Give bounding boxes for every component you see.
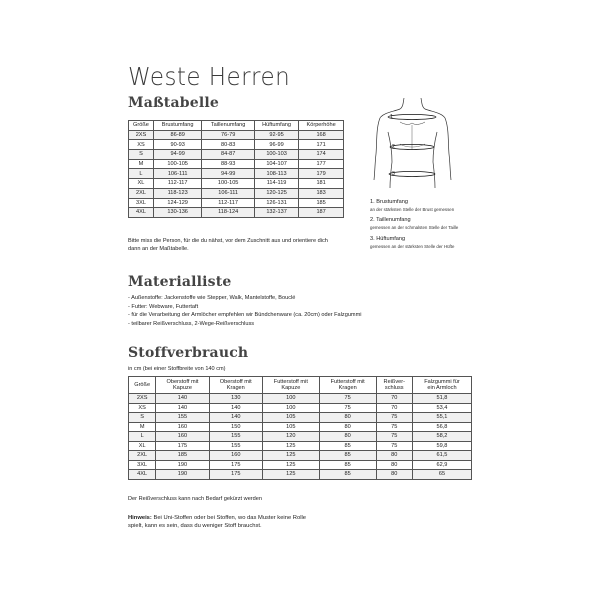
table-cell: 100 bbox=[262, 394, 319, 404]
column-header: Brustumfang bbox=[153, 121, 201, 131]
column-header-line: Reißver- bbox=[383, 378, 405, 385]
column-header bbox=[209, 377, 262, 394]
column-header-line: Kapuze bbox=[281, 385, 301, 391]
column-header: Taillenumfang bbox=[202, 121, 255, 131]
column-header-line: Oberstoff mit bbox=[166, 378, 199, 385]
table-cell: 2XS bbox=[129, 394, 156, 404]
table-cell: 160 bbox=[156, 432, 209, 442]
table-row bbox=[129, 159, 344, 169]
table-cell: 80 bbox=[376, 460, 412, 470]
size-note-line-1: Bitte miss die Person, für die du nähst, vor dem Zuschnitt aus und orientiere dich bbox=[128, 238, 328, 244]
size-note-line-2: dann an der Maßtabelle. bbox=[128, 246, 189, 253]
table-cell: 58,2 bbox=[412, 432, 471, 442]
table-cell: 70 bbox=[376, 394, 412, 404]
table-cell: 155 bbox=[209, 432, 262, 442]
table-cell: 104-107 bbox=[254, 159, 298, 169]
column-header: Hüftumfang bbox=[254, 121, 298, 131]
table-cell: 125 bbox=[262, 460, 319, 470]
column-header bbox=[156, 377, 209, 394]
table-cell: L bbox=[129, 169, 154, 179]
materials-heading: Materialliste bbox=[128, 274, 232, 290]
column-header: Größe bbox=[129, 121, 154, 131]
column-header-line: schluss bbox=[384, 385, 404, 391]
column-header: Körperhöhe bbox=[299, 121, 344, 131]
table-cell: 80 bbox=[376, 470, 412, 480]
table-cell: 94-99 bbox=[202, 169, 255, 179]
table-cell: 124-129 bbox=[153, 198, 201, 208]
table-cell: 76-79 bbox=[202, 130, 255, 140]
table-cell: 80 bbox=[319, 432, 376, 442]
table-cell: 190 bbox=[156, 470, 209, 480]
table-cell: 155 bbox=[209, 441, 262, 451]
table-cell: 108-113 bbox=[254, 169, 298, 179]
table-cell: 140 bbox=[156, 403, 209, 413]
column-header-line: Futterstoff mit bbox=[273, 378, 308, 385]
table-cell: 51,8 bbox=[412, 394, 471, 404]
column-header-line: Größe bbox=[134, 381, 151, 388]
material-item: - Außenstoffe: Jackenstoffe wie Stepper, Walk, Mantelstoffe, Bouclé bbox=[128, 295, 296, 301]
table-cell: 120 bbox=[262, 432, 319, 442]
hint-line-2: spielt, kann es sein, dass du weniger Stoff brauchst. bbox=[128, 523, 262, 530]
table-cell: 75 bbox=[376, 413, 412, 423]
table-row bbox=[129, 441, 472, 451]
table-cell: 61,5 bbox=[412, 451, 471, 461]
column-header-line: Falzgummi für bbox=[424, 378, 460, 385]
torso-outline bbox=[374, 98, 404, 180]
table-cell: 4XL bbox=[129, 208, 154, 218]
table-cell: 88-93 bbox=[202, 159, 255, 169]
table-cell: 125 bbox=[262, 441, 319, 451]
table-cell: 106-111 bbox=[202, 188, 255, 198]
table-cell: 183 bbox=[299, 188, 344, 198]
table-row bbox=[129, 470, 472, 480]
legend-sub: an der stärksten Stelle der Brust gemessen bbox=[370, 206, 455, 212]
material-item: - für die Verarbeitung der Armlöcher empfehlen wir Bündchenware (ca. 20cm) oder Falzgummi bbox=[128, 312, 362, 319]
table-cell: 150 bbox=[209, 422, 262, 432]
column-header bbox=[412, 377, 471, 394]
table-row bbox=[129, 130, 344, 140]
table-cell: 90-93 bbox=[153, 140, 201, 150]
table-cell: 187 bbox=[299, 208, 344, 218]
column-header-line: Kragen bbox=[226, 385, 245, 391]
column-header bbox=[376, 377, 412, 394]
hint-line-1: Bei Uni-Stoffen oder bei Stoffen, wo das Muster keine Rolle bbox=[153, 515, 306, 521]
marker-2: 2 bbox=[392, 144, 395, 150]
table-cell: 130 bbox=[209, 394, 262, 404]
table-cell: 2XS bbox=[129, 130, 154, 140]
table-cell: 181 bbox=[299, 179, 344, 189]
table-cell: 132-137 bbox=[254, 208, 298, 218]
table-row bbox=[129, 150, 344, 160]
table-cell: 75 bbox=[376, 441, 412, 451]
column-header-line: ein Armloch bbox=[427, 385, 457, 391]
table-cell: S bbox=[129, 150, 154, 160]
table-cell: 106-111 bbox=[153, 169, 201, 179]
table-row bbox=[129, 413, 472, 423]
table-cell: 56,8 bbox=[412, 422, 471, 432]
table-cell: XS bbox=[129, 140, 154, 150]
column-header-line: Kapuze bbox=[172, 385, 192, 391]
table-row bbox=[129, 198, 344, 208]
column-header-line: Futterstoff mit bbox=[330, 378, 365, 385]
chest-line bbox=[388, 115, 436, 120]
fabric-table-header bbox=[129, 377, 472, 394]
table-cell: 80 bbox=[376, 451, 412, 461]
fabric-note: Der Reißverschluss kann nach Bedarf gekürzt werden bbox=[128, 496, 263, 502]
table-cell: 177 bbox=[299, 159, 344, 169]
table-cell: 155 bbox=[156, 413, 209, 423]
column-header-line: Kragen bbox=[338, 385, 357, 391]
table-cell: 59,8 bbox=[412, 441, 471, 451]
table-cell: 80 bbox=[319, 413, 376, 423]
fabric-subheading: in cm (bei einer Stoffbreite von 140 cm) bbox=[128, 366, 226, 372]
table-cell: 175 bbox=[209, 460, 262, 470]
table-row bbox=[129, 432, 472, 442]
materials-list bbox=[128, 294, 362, 329]
table-cell: 80 bbox=[319, 422, 376, 432]
legend-item bbox=[370, 217, 458, 230]
page-title: Weste Herren bbox=[128, 62, 291, 91]
fabric-heading: Stoffverbrauch bbox=[128, 345, 249, 361]
table-cell: 53,4 bbox=[412, 403, 471, 413]
material-item: - Futter: Webware, Futtertaft bbox=[128, 303, 199, 310]
table-cell: 85 bbox=[319, 451, 376, 461]
body-measurement-figure bbox=[370, 92, 455, 192]
table-cell: 4XL bbox=[129, 470, 156, 480]
column-header bbox=[262, 377, 319, 394]
legend-sub: gemessen an der schmalsten Stelle der Taille bbox=[370, 225, 459, 231]
table-cell: 2XL bbox=[129, 451, 156, 461]
table-cell: 112-117 bbox=[153, 179, 201, 189]
table-cell: 174 bbox=[299, 150, 344, 160]
table-cell: 168 bbox=[299, 130, 344, 140]
table-cell: 96-99 bbox=[254, 140, 298, 150]
marker-1: 1 bbox=[390, 114, 393, 120]
table-cell: 85 bbox=[319, 470, 376, 480]
material-item: - teilbarer Reißverschluss, 2-Wege-Reißverschluss bbox=[128, 320, 255, 327]
table-cell: 175 bbox=[156, 441, 209, 451]
table-cell: 118-124 bbox=[202, 208, 255, 218]
table-cell: 84-87 bbox=[202, 150, 255, 160]
table-cell: 160 bbox=[209, 451, 262, 461]
table-cell: 85 bbox=[319, 460, 376, 470]
table-cell: 75 bbox=[376, 422, 412, 432]
table-cell: 190 bbox=[156, 460, 209, 470]
table-cell: M bbox=[129, 422, 156, 432]
table-cell: M bbox=[129, 159, 154, 169]
table-cell: 105 bbox=[262, 422, 319, 432]
table-cell: 100-103 bbox=[254, 150, 298, 160]
table-cell: 75 bbox=[376, 432, 412, 442]
table-cell: 171 bbox=[299, 140, 344, 150]
hint-label: Hinweis: bbox=[128, 515, 152, 521]
table-cell: 55,1 bbox=[412, 413, 471, 423]
table-cell: 160 bbox=[156, 422, 209, 432]
table-cell: 125 bbox=[262, 470, 319, 480]
legend-label: 1. Brustumfang bbox=[370, 199, 408, 205]
table-cell: XL bbox=[129, 179, 154, 189]
table-cell: 85 bbox=[319, 441, 376, 451]
legend-label: 3. Hüftumfang bbox=[370, 235, 406, 242]
table-cell: 100 bbox=[262, 403, 319, 413]
table-cell: 126-131 bbox=[254, 198, 298, 208]
table-row bbox=[129, 188, 344, 198]
table-cell: 70 bbox=[376, 403, 412, 413]
table-cell: 120-125 bbox=[254, 188, 298, 198]
table-row bbox=[129, 169, 344, 179]
table-cell: 140 bbox=[209, 403, 262, 413]
table-cell: 94-99 bbox=[153, 150, 201, 160]
column-header-line: Oberstoff mit bbox=[219, 378, 252, 385]
table-cell: 75 bbox=[319, 394, 376, 404]
size-table-header bbox=[129, 121, 344, 131]
figure-legend bbox=[370, 199, 458, 249]
table-cell: 185 bbox=[299, 198, 344, 208]
table-cell: 112-117 bbox=[202, 198, 255, 208]
table-row bbox=[129, 140, 344, 150]
table-row bbox=[129, 208, 344, 218]
table-cell: S bbox=[129, 413, 156, 423]
table-cell: 118-123 bbox=[153, 188, 201, 198]
column-header bbox=[319, 377, 376, 394]
size-table-note bbox=[128, 237, 328, 253]
table-cell: 3XL bbox=[129, 460, 156, 470]
table-cell: 92-95 bbox=[254, 130, 298, 140]
table-row bbox=[129, 403, 472, 413]
table-cell: XL bbox=[129, 441, 156, 451]
table-row bbox=[129, 422, 472, 432]
table-cell: 86-89 bbox=[153, 130, 201, 140]
table-cell: 114-119 bbox=[254, 179, 298, 189]
legend-item bbox=[370, 236, 458, 249]
table-cell: 179 bbox=[299, 169, 344, 179]
legend-sub: gemessen an der stärksten Stelle der Hüfte bbox=[370, 243, 455, 249]
table-cell: 100-105 bbox=[202, 179, 255, 189]
table-row bbox=[129, 460, 472, 470]
table-row bbox=[129, 451, 472, 461]
table-cell: 3XL bbox=[129, 198, 154, 208]
table-cell: 65 bbox=[412, 470, 471, 480]
table-row bbox=[129, 179, 344, 189]
fabric-table bbox=[128, 376, 472, 480]
table-cell: 130-136 bbox=[153, 208, 201, 218]
hint bbox=[128, 514, 306, 531]
table-cell: 140 bbox=[156, 394, 209, 404]
table-row bbox=[129, 394, 472, 404]
column-header bbox=[129, 377, 156, 394]
legend-item bbox=[370, 199, 458, 212]
table-cell: 2XL bbox=[129, 188, 154, 198]
table-cell: 80-83 bbox=[202, 140, 255, 150]
table-cell: 75 bbox=[319, 403, 376, 413]
table-cell: 62,9 bbox=[412, 460, 471, 470]
table-cell: 125 bbox=[262, 451, 319, 461]
table-cell: 185 bbox=[156, 451, 209, 461]
table-cell: 175 bbox=[209, 470, 262, 480]
hip-line bbox=[389, 172, 435, 177]
marker-3: 3 bbox=[392, 171, 395, 177]
legend-label: 2. Taillenumfang bbox=[370, 217, 411, 224]
table-cell: XS bbox=[129, 403, 156, 413]
table-cell: 105 bbox=[262, 413, 319, 423]
table-cell: 140 bbox=[209, 413, 262, 423]
size-table-heading: Maßtabelle bbox=[128, 95, 219, 111]
table-cell: L bbox=[129, 432, 156, 442]
size-table bbox=[128, 120, 344, 218]
table-cell: 100-105 bbox=[153, 159, 201, 169]
